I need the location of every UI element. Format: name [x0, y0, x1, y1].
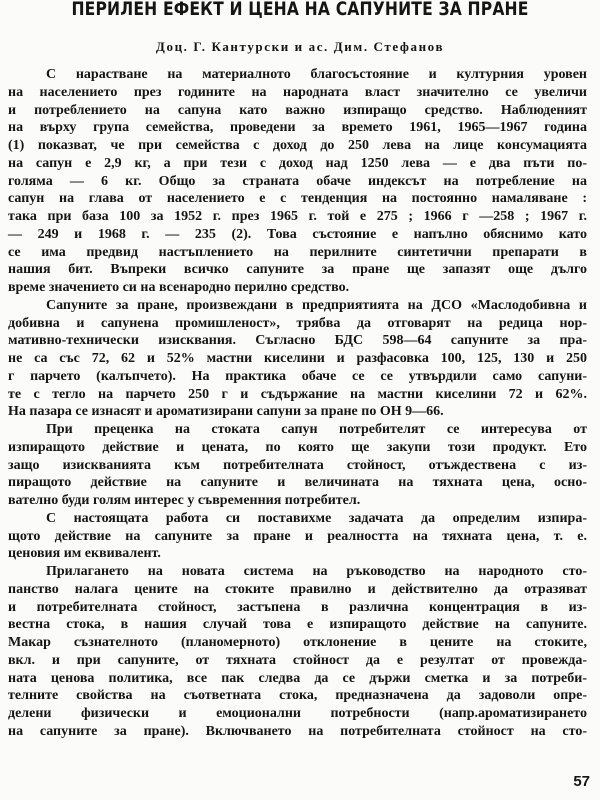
body-line: Прилагането на новата система на ръководство на народното сто- — [46, 564, 587, 579]
body-line: на населението през годините на народната власт значително се увеличи — [8, 84, 587, 100]
body-line: време значението си на всенародно перилно средство. — [8, 280, 350, 295]
page-number: 57 — [573, 773, 590, 790]
body-line: и потреблението на сапуна като важно изпиращо средство. Наблюденият — [8, 102, 587, 118]
body-line: така при база 100 за 1952 г. през 1965 г. той е 275 ; 1966 г —258 ; 1967 г. — [8, 209, 587, 224]
body-line: ценовия им еквивалент. — [8, 546, 161, 562]
body-line: на сапуните за пране). Включването на потребителната стойност на сто- — [8, 723, 587, 739]
body-line: на сапун е 2,9 кг, а при тези с доход над 1250 лева — е два пъти по- — [8, 155, 587, 171]
body-line: се има предвид настъплението на перилните синтетични препарати в — [8, 244, 587, 260]
article-authors: Доц. Г. Кантурски и ас. Дим. Стефанов — [155, 39, 445, 54]
body-line: защо изискванията към потребителната стойност, отъждествена с из- — [8, 457, 587, 473]
body-line: При преценка на стоката сапун потребителят се интересува от — [46, 422, 587, 437]
article-title: ПЕРИЛЕН ЕФЕКТ И ЦЕНА НА САПУНИТЕ ЗА ПРАНЕ — [71, 0, 529, 20]
body-line: мативно-технически изисквания. Съгласно БДС 598—64 сапуните за пра- — [8, 333, 587, 349]
body-line: вателно буди голям интерес у съвременния потребител. — [8, 493, 361, 508]
body-line: вестна стока, в нашия случай това е изпиращото действие на сапуните. — [8, 617, 587, 633]
article-body — [0, 66, 600, 741]
body-line: г парчето (калъпчето). На практика обаче се се утвърдили само сапуни- — [8, 368, 587, 384]
body-line: изпиращото действие и цената, по която ще закупи този продукт. Ето — [8, 439, 587, 455]
body-line: Макар съзнателното (планомерното) отклонение в цените на стоките, — [8, 635, 587, 650]
body-line: панство налага цените на стоките правилно и действително да отразяват — [8, 581, 587, 597]
body-line: (1) показват, че при семейства с доход до 250 лева на лице консумацията — [8, 138, 587, 153]
body-line: вкл. и при сапуните, от тяхната стойност да е резултат от провежда- — [8, 652, 587, 668]
body-line: сапун на глава от населението е с тенденция на постоянно намаляване : — [8, 191, 587, 207]
body-line: На пазара се изнасят и ароматизирани сапуни за пране по ОН 9—66. — [8, 404, 444, 420]
body-line: ната ценова политика, все пак следва да се държи сметка и за потреби- — [8, 670, 587, 686]
body-line: Сапуните за пране, произвеждани в предприятията на ДСО «Маслодобивна и — [46, 297, 587, 313]
body-line: на върху група семейства, проведени за времето 1961, 1965—1967 година — [8, 120, 587, 136]
body-line: те с тегло на парчето 250 г и съдържание на мастни киселини 72 и 62%. — [8, 386, 587, 402]
body-line: С нарастване на материалното благосъстояние и културния уровен — [46, 67, 587, 82]
body-line: — 249 и 1968 г. — 235 (2). Това състояние е напълно обяснимо като — [8, 226, 587, 242]
body-line: щото действие на сапуните за пране и реалността на тяхната цена, т. е. — [8, 528, 587, 544]
body-line: и потребителната стойност, застъпена в различна концентрация в из- — [8, 599, 587, 615]
body-line: не са със 72, 62 и 52% мастни киселини и разфасовка 100, 125, 130 и 250 — [8, 351, 587, 366]
body-line: нашия бит. Въпреки всичко сапуните за пране ще запазят още дълго — [8, 262, 587, 278]
body-line: голяма — 6 кг. Общо за страната обаче индексът на потребление на — [8, 173, 587, 189]
body-line: пиращото действие на сапуните и величината на тяхната цена, осно- — [8, 475, 587, 491]
body-line: С настоящата работа си поставихме задачата да определим изпира- — [46, 510, 587, 526]
body-line: делени физически и емоционални потребности (напр.ароматизирането — [8, 706, 587, 721]
body-line: телните свойства на съответната стока, предназначена да задоволи опре- — [8, 688, 587, 704]
body-line: добивна и сапунена промишленост», трябва да отговарят на редица нор- — [8, 315, 587, 331]
